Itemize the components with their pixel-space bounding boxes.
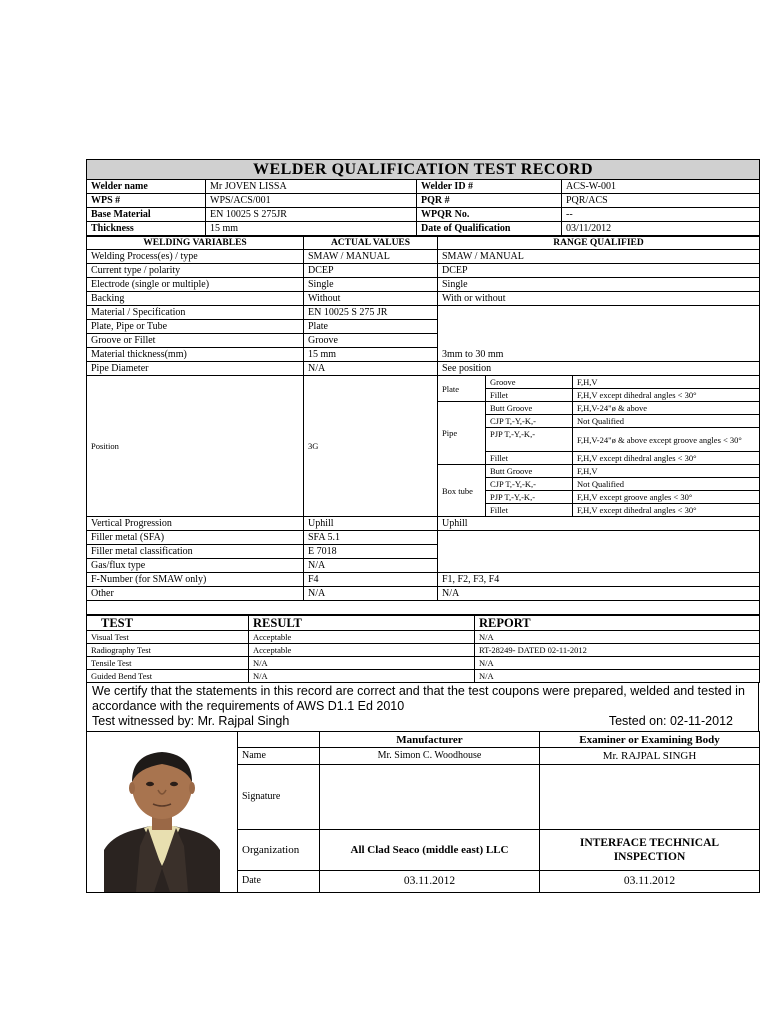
variable-label: F-Number (for SMAW only)	[87, 573, 304, 587]
variable-range: Uphill	[438, 517, 760, 531]
box-range: Not Qualified	[573, 478, 760, 491]
examiner-date: 03.11.2012	[540, 870, 760, 892]
manufacturer-organization: All Clad Seaco (middle east) LLC	[320, 829, 540, 870]
variable-actual: N/A	[304, 587, 438, 601]
pqr-value: PQR/ACS	[562, 194, 760, 208]
box-type: PJP T,-Y,-K,-	[486, 491, 573, 504]
variable-range-empty	[438, 531, 760, 573]
variable-actual: EN 10025 S 275 JR	[304, 306, 438, 320]
plate-range: F,H,V	[573, 376, 760, 389]
pipe-type: PJP T,-Y,-K,-	[486, 428, 573, 452]
variable-label: Gas/flux type	[87, 559, 304, 573]
plate-range: F,H,V except dihedral angles < 30°	[573, 389, 760, 402]
variable-range: N/A	[438, 587, 760, 601]
pipe-range: F,H,V-24"ø & above except groove angles < 30°	[573, 428, 760, 452]
organization-label: Organization	[238, 829, 320, 870]
variable-range: DCEP	[438, 264, 760, 278]
box-range: F,H,V	[573, 465, 760, 478]
test-name: Guided Bend Test	[87, 670, 249, 683]
wpqr-value: --	[562, 208, 760, 222]
variables-header: WELDING VARIABLES	[87, 237, 304, 250]
actual-values-header: ACTUAL VALUES	[304, 237, 438, 250]
welder-name-value: Mr JOVEN LISSA	[206, 180, 417, 194]
box-range: F,H,V except dihedral angles < 30°	[573, 504, 760, 517]
examiner-signature	[540, 764, 760, 829]
test-result: N/A	[249, 657, 475, 670]
examiner-header: Examiner or Examining Body	[540, 732, 760, 748]
wps-label: WPS #	[87, 194, 206, 208]
manufacturer-date: 03.11.2012	[320, 870, 540, 892]
spacer-row	[87, 601, 760, 615]
variable-label: Pipe Diameter	[87, 362, 304, 376]
variable-actual: Without	[304, 292, 438, 306]
tested-on-text: Tested on: 02-11-2012	[608, 714, 733, 728]
certification-block	[86, 683, 759, 731]
welder-id-value: ACS-W-001	[562, 180, 760, 194]
plate-type: Groove	[486, 376, 573, 389]
variable-actual: Groove	[304, 334, 438, 348]
pipe-type: Fillet	[486, 452, 573, 465]
test-header: TEST	[87, 616, 249, 631]
signature-table	[86, 731, 760, 893]
welder-record	[86, 159, 759, 893]
date-qualification-label: Date of Qualification	[417, 222, 562, 236]
variables-table	[86, 236, 760, 615]
plate-type: Fillet	[486, 389, 573, 402]
thickness-label: Thickness	[87, 222, 206, 236]
test-report: N/A	[475, 657, 760, 670]
variable-range: Single	[438, 278, 760, 292]
variable-label: Welding Process(es) / type	[87, 250, 304, 264]
box-type: Fillet	[486, 504, 573, 517]
manufacturer-name: Mr. Simon C. Woodhouse	[320, 748, 540, 764]
pipe-range: F,H,V except dihedral angles < 30°	[573, 452, 760, 465]
test-result: Acceptable	[249, 644, 475, 657]
variable-actual: SFA 5.1	[304, 531, 438, 545]
variable-actual: N/A	[304, 362, 438, 376]
plate-label: Plate	[438, 376, 486, 402]
date-label: Date	[238, 870, 320, 892]
pipe-range: Not Qualified	[573, 415, 760, 428]
variable-label: Other	[87, 587, 304, 601]
box-type: CJP T,-Y,-K,-	[486, 478, 573, 491]
variable-label: Groove or Fillet	[87, 334, 304, 348]
report-header: REPORT	[475, 616, 760, 631]
test-report: RT-28249- DATED 02-11-2012	[475, 644, 760, 657]
variable-actual: N/A	[304, 559, 438, 573]
variable-range: SMAW / MANUAL	[438, 250, 760, 264]
wpqr-label: WPQR No.	[417, 208, 562, 222]
test-name: Tensile Test	[87, 657, 249, 670]
tests-table	[86, 615, 760, 683]
pqr-label: PQR #	[417, 194, 562, 208]
test-report: N/A	[475, 631, 760, 644]
box-tube-label: Box tube	[438, 465, 486, 517]
witness-text: Test witnessed by: Mr. Rajpal Singh	[92, 714, 290, 728]
name-label: Name	[238, 748, 320, 764]
header-table	[86, 159, 760, 236]
box-range: F,H,V except groove angles < 30°	[573, 491, 760, 504]
variable-label: Current type / polarity	[87, 264, 304, 278]
base-material-value: EN 10025 S 275JR	[206, 208, 417, 222]
base-material-label: Base Material	[87, 208, 206, 222]
variable-actual: F4	[304, 573, 438, 587]
position-actual: 3G	[304, 376, 438, 517]
pipe-type: CJP T,-Y,-K,-	[486, 415, 573, 428]
test-name: Radiography Test	[87, 644, 249, 657]
pipe-range: F,H,V-24"ø & above	[573, 402, 760, 415]
box-type: Butt Groove	[486, 465, 573, 478]
variable-range: F1, F2, F3, F4	[438, 573, 760, 587]
examiner-name: Mr. RAJPAL SINGH	[540, 748, 760, 764]
variable-actual: Single	[304, 278, 438, 292]
range-qualified-header: RANGE QUALIFIED	[438, 237, 760, 250]
variable-label: Electrode (single or multiple)	[87, 278, 304, 292]
examiner-organization: INTERFACE TECHNICAL INSPECTION	[540, 829, 760, 870]
date-qualification-value: 03/11/2012	[562, 222, 760, 236]
test-result: N/A	[249, 670, 475, 683]
variable-actual: DCEP	[304, 264, 438, 278]
welder-name-label: Welder name	[87, 180, 206, 194]
variable-label: Plate, Pipe or Tube	[87, 320, 304, 334]
variable-actual: SMAW / MANUAL	[304, 250, 438, 264]
test-report: N/A	[475, 670, 760, 683]
welder-id-label: Welder ID #	[417, 180, 562, 194]
thickness-range: 3mm to 30 mm	[438, 306, 760, 362]
variable-range: With or without	[438, 292, 760, 306]
welder-photo-cell	[87, 732, 238, 893]
result-header: RESULT	[249, 616, 475, 631]
variable-actual: Plate	[304, 320, 438, 334]
wps-value: WPS/ACS/001	[206, 194, 417, 208]
thickness-value: 15 mm	[206, 222, 417, 236]
variable-label: Filler metal classification	[87, 545, 304, 559]
document-title: WELDER QUALIFICATION TEST RECORD	[87, 160, 760, 180]
variable-range: See position	[438, 362, 760, 376]
pipe-type: Butt Groove	[486, 402, 573, 415]
variable-actual: E 7018	[304, 545, 438, 559]
blank-cell	[238, 732, 320, 748]
test-name: Visual Test	[87, 631, 249, 644]
variable-label: Filler metal (SFA)	[87, 531, 304, 545]
variable-label: Backing	[87, 292, 304, 306]
witness-row	[92, 714, 753, 729]
variable-actual: Uphill	[304, 517, 438, 531]
welder-photo	[104, 746, 220, 892]
test-result: Acceptable	[249, 631, 475, 644]
pipe-label: Pipe	[438, 402, 486, 465]
certification-text: We certify that the statements in this record are correct and that the test coupons were prepared, welded and tested in accordance with the requirements of AWS D1.1 Ed 2010	[92, 684, 745, 713]
variable-label: Vertical Progression	[87, 517, 304, 531]
manufacturer-signature	[320, 764, 540, 829]
variable-label: Material / Specification	[87, 306, 304, 320]
position-label: Position	[87, 376, 304, 517]
variable-label: Material thickness(mm)	[87, 348, 304, 362]
variable-actual: 15 mm	[304, 348, 438, 362]
signature-label: Signature	[238, 764, 320, 829]
manufacturer-header: Manufacturer	[320, 732, 540, 748]
